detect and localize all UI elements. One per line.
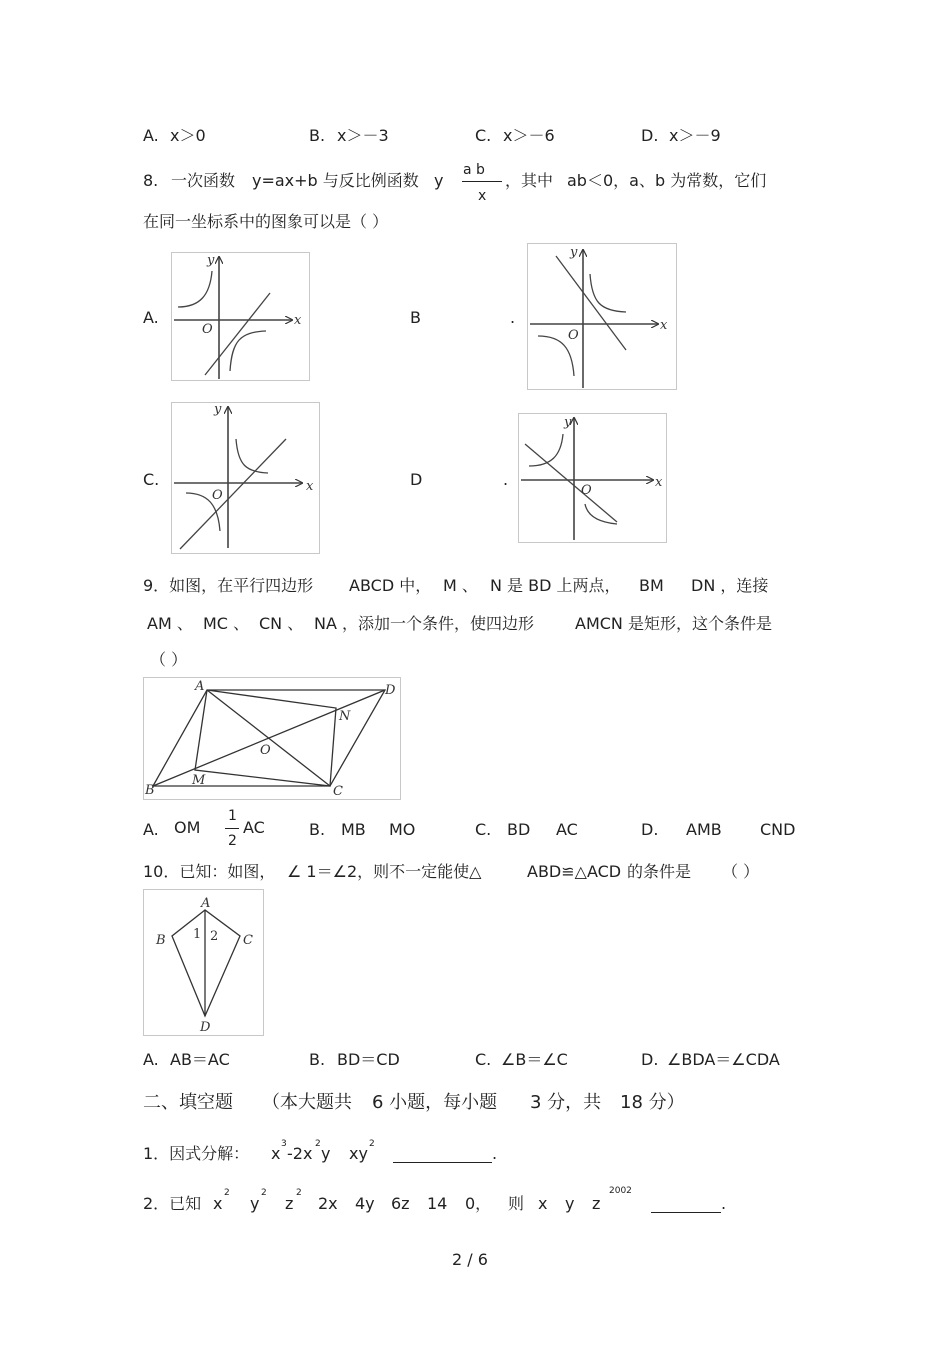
section2-title-a: 二、填空题 xyxy=(143,1092,233,1113)
fill2-y: y xyxy=(250,1194,260,1213)
q9-option-d-2: CND xyxy=(760,820,796,839)
q8-text-line2: 在同一坐标系中的图象可以是（ ） xyxy=(143,212,389,231)
q8-label-d-dot: . xyxy=(503,470,509,489)
q9-label-d: D xyxy=(385,683,396,698)
q10-option-d-text: ∠BDA＝∠CDA xyxy=(667,1050,780,1069)
q9-label-o: O xyxy=(260,743,271,758)
q8-text-b: y=ax+b 与反比例函数 xyxy=(252,171,419,190)
q8-graph-a-y-label: y xyxy=(207,253,215,268)
fill2-then: 则 xyxy=(508,1194,525,1213)
q9-text-b: ABCD 中， xyxy=(349,576,432,595)
q10-angle-1: 1 xyxy=(193,927,202,942)
q9-text-line2-d: NA ，添加一个条件，使四边形 xyxy=(314,614,535,633)
q8-graph-b-plot xyxy=(528,244,678,391)
fill1-x: x xyxy=(271,1144,281,1163)
fill1-mid: -2x xyxy=(287,1144,313,1163)
q9-option-a: A. xyxy=(143,820,159,839)
q8-graph-d xyxy=(518,413,667,543)
q10-option-b: B. xyxy=(309,1050,326,1069)
section2-title-d: 3 分，共 xyxy=(530,1092,602,1113)
q9-text-line2-a: AM 、 xyxy=(147,614,193,633)
q9-text-c: M 、 xyxy=(443,576,478,595)
fill1-y: y xyxy=(321,1144,331,1163)
q8-fraction-denominator: x xyxy=(478,188,487,204)
q8-graph-c-plot xyxy=(172,403,321,555)
q7-option-c-text: x＞－6 xyxy=(503,126,555,145)
fill2-term-2x: 2x xyxy=(318,1194,338,1213)
q9-option-a-frac-bar xyxy=(225,828,239,829)
q9-option-c-1: BD xyxy=(507,820,531,839)
q9-option-c-2: AC xyxy=(556,820,578,839)
q10-option-c-text: ∠B＝∠C xyxy=(501,1050,568,1069)
q8-label-a: A. xyxy=(143,308,159,327)
q8-graph-d-y-label: y xyxy=(564,415,572,430)
q10-option-a: A. xyxy=(143,1050,159,1069)
section2-title-b: （本大题共 xyxy=(262,1092,352,1113)
q8-label-d: D xyxy=(410,470,423,489)
q8-text-c: ，其中 xyxy=(505,171,554,190)
q8-fraction-bar xyxy=(462,181,502,182)
fill1-answer-blank[interactable] xyxy=(393,1162,492,1163)
fill2-x: x xyxy=(213,1194,223,1213)
q9-option-d-1: AMB xyxy=(686,820,722,839)
q8-label-b: B xyxy=(410,308,421,327)
q9-text-f: DN ，连接 xyxy=(691,576,769,595)
q9-text-line2-e: AMCN 是矩形，这个条件是 xyxy=(575,614,772,633)
q10-option-a-text: AB＝AC xyxy=(170,1050,230,1069)
q8-graph-d-x-label: x xyxy=(655,475,663,490)
fill2-term-6z: 6z xyxy=(391,1194,410,1213)
q9-option-b-1: MB xyxy=(341,820,366,839)
q9-option-a-frac-den: 2 xyxy=(228,833,237,849)
fill1-sup3: 3 xyxy=(281,1139,287,1149)
q9-option-b: B. xyxy=(309,820,326,839)
q8-graph-a-origin: O xyxy=(202,322,213,337)
fill2-sup-y: 2 xyxy=(261,1188,267,1198)
fill2-var-z: z xyxy=(592,1194,601,1213)
fill1-number: 1．因式分解： xyxy=(143,1144,250,1163)
q10-figure-drawing xyxy=(144,890,265,1037)
q8-graph-d-plot xyxy=(519,414,668,544)
fill2-answer-blank[interactable] xyxy=(651,1212,721,1213)
q9-option-c: C. xyxy=(475,820,492,839)
fill2-number: 2．已知 xyxy=(143,1194,202,1213)
q9-label-m: M xyxy=(192,773,206,788)
q9-option-a-frac-num: 1 xyxy=(228,808,237,824)
q8-graph-c-origin: O xyxy=(212,488,223,503)
q9-text-line2-c: CN 、 xyxy=(259,614,304,633)
q10-label-a: A xyxy=(201,896,211,911)
q8-y: y xyxy=(434,171,444,190)
q8-number: 8. xyxy=(143,171,159,190)
q8-text-d: ab＜0，a、b 为常数，它们 xyxy=(567,171,767,190)
fill2-term-14: 14 xyxy=(427,1194,448,1213)
fill2-z: z xyxy=(285,1194,294,1213)
q10-answer-paren: （ ） xyxy=(722,862,760,881)
q9-option-d: D. xyxy=(641,820,659,839)
q7-option-d-text: x＞－9 xyxy=(669,126,721,145)
q10-option-d: D. xyxy=(641,1050,659,1069)
q8-graph-b-origin: O xyxy=(568,328,579,343)
q8-graph-b-x-label: x xyxy=(660,318,668,333)
q10-option-c: C. xyxy=(475,1050,492,1069)
q9-label-n: N xyxy=(339,709,351,724)
fill2-sup-x: 2 xyxy=(224,1188,230,1198)
q9-label-b: B xyxy=(145,783,155,798)
q9-figure xyxy=(143,677,401,800)
fill1-sup2a: 2 xyxy=(315,1139,321,1149)
q8-label-b-dot: . xyxy=(510,308,516,327)
q8-fraction-numerator: a b xyxy=(463,162,485,178)
q9-option-a-ac: AC xyxy=(243,818,265,837)
q8-graph-a xyxy=(171,252,310,381)
fill2-end: . xyxy=(721,1194,727,1213)
q7-option-c: C. xyxy=(475,126,492,145)
q8-graph-c-x-label: x xyxy=(306,479,314,494)
q10-text-c: ABD≌△ACD xyxy=(527,862,622,881)
q8-graph-a-x-label: x xyxy=(294,313,302,328)
q10-label-b: B xyxy=(156,933,166,948)
q7-option-d: D. xyxy=(641,126,659,145)
q10-option-b-text: BD＝CD xyxy=(337,1050,400,1069)
q8-text-a: 一次函数 xyxy=(171,171,236,190)
q9-label-a: A xyxy=(195,679,205,694)
q10-label-c: C xyxy=(243,933,253,948)
q9-text-e: BM xyxy=(639,576,664,595)
fill2-var-y: y xyxy=(565,1194,575,1213)
q9-answer-paren: （ ） xyxy=(150,650,188,669)
section2-title-c: 6 小题，每小题 xyxy=(372,1092,498,1113)
q7-option-a: A. xyxy=(143,126,159,145)
fill1-sup2b: 2 xyxy=(369,1139,375,1149)
q10-text-b: ∠ 1＝∠2，则不一定能使△ xyxy=(287,862,482,881)
q10-text-d: 的条件是 xyxy=(627,862,692,881)
q9-label-c: C xyxy=(333,784,343,799)
fill2-var-x: x xyxy=(538,1194,548,1213)
q8-graph-c-y-label: y xyxy=(214,403,222,417)
q7-option-a-text: x＞0 xyxy=(170,126,206,145)
q8-graph-b xyxy=(527,243,677,390)
q8-label-c: C. xyxy=(143,470,160,489)
fill1-end: . xyxy=(492,1144,498,1163)
q9-option-a-om: OM xyxy=(174,818,201,837)
q9-figure-drawing xyxy=(144,678,402,801)
q8-graph-d-origin: O xyxy=(581,483,592,498)
fill2-exponent: 2002 xyxy=(609,1186,632,1196)
fill2-sup-z: 2 xyxy=(296,1188,302,1198)
q8-graph-a-plot xyxy=(172,253,311,382)
q10-text-a: 10．已知：如图， xyxy=(143,862,276,881)
q7-option-b: B. xyxy=(309,126,326,145)
fill1-xy: xy xyxy=(349,1144,368,1163)
q10-angle-2: 2 xyxy=(210,929,219,944)
q10-label-d: D xyxy=(200,1020,211,1035)
section2-title-e: 18 分） xyxy=(620,1092,685,1113)
fill2-term-0: 0， xyxy=(465,1194,492,1213)
q9-text-a: 9．如图，在平行四边形 xyxy=(143,576,314,595)
page-number: 2 / 6 xyxy=(452,1250,488,1269)
q9-text-line2-b: MC 、 xyxy=(203,614,250,633)
q7-option-b-text: x＞－3 xyxy=(337,126,389,145)
q10-figure xyxy=(143,889,264,1036)
q8-graph-b-y-label: y xyxy=(570,245,578,260)
q8-graph-c xyxy=(171,402,320,554)
fill2-term-4y: 4y xyxy=(355,1194,375,1213)
q9-text-d: N 是 BD 上两点， xyxy=(490,576,621,595)
q9-option-b-2: MO xyxy=(389,820,416,839)
